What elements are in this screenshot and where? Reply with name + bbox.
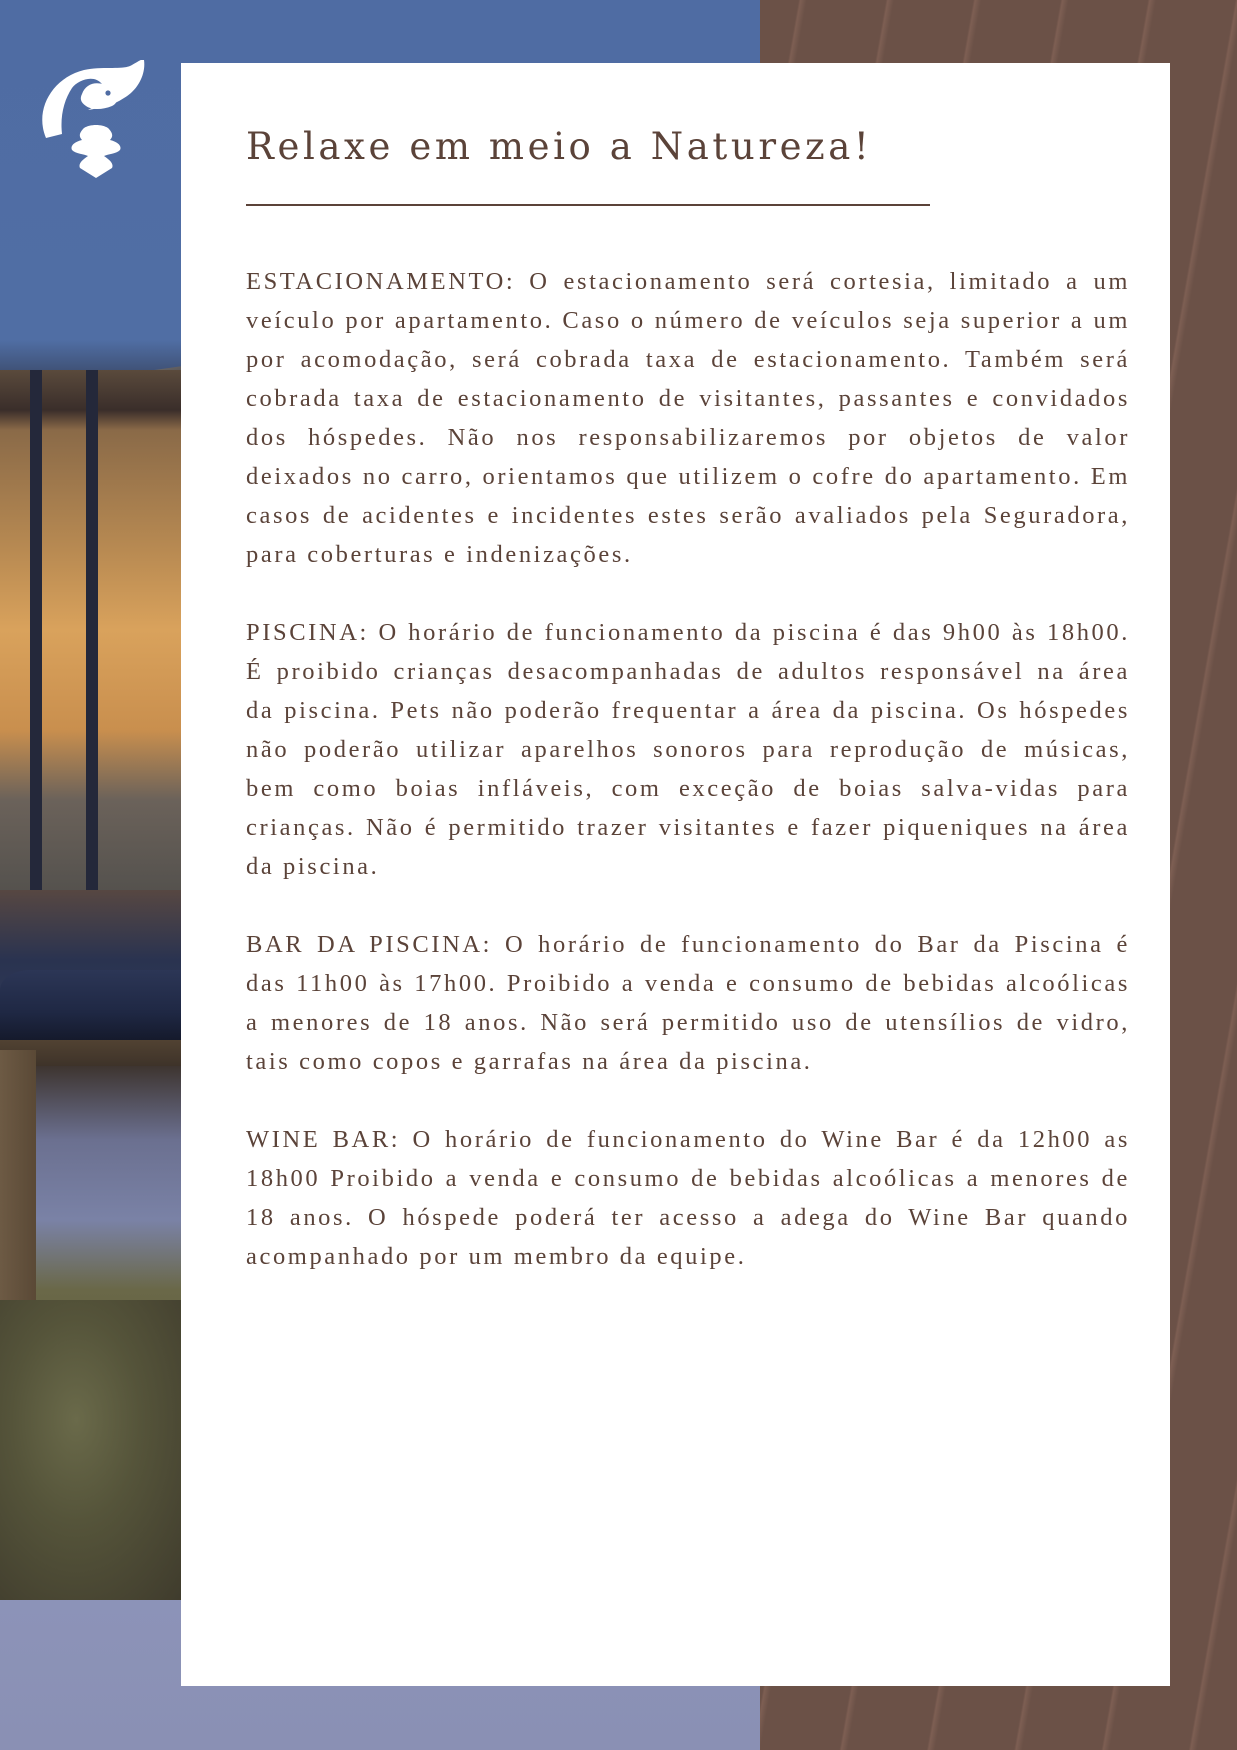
section-wine-bar: WINE BAR: O horário de funcionamento do Wine Bar é da 12h00 as 18h00 Proibido a venda e consumo de bebidas alcoólicas a menores de 18 anos. O hóspede poderá ter acesso a adega do Wine Bar quando acompanhado por um membro da equipe. xyxy=(246,1126,1130,1270)
squirrel-acorn-logo-icon xyxy=(38,60,148,178)
photo-glass-building xyxy=(0,370,190,890)
section-bar-da-piscina: BAR DA PISCINA: O horário de funcionamento do Bar da Piscina é das 11h00 às 17h00. Proibido a venda e consumo de bebidas alcoólicas a menores de 18 anos. Não será permitido uso de utensílios de vidro, tais como copos e garrafas na área da piscina. xyxy=(246,931,1130,1075)
section-estacionamento: ESTACIONAMENTO: O estacionamento será cortesia, limitado a um veículo por apartamento. Caso o número de veículos seja superior a um por acomodação, será cobrada taxa de estacionamento. Também será cobrada taxa de estacionamento de visitantes, passantes e convidados dos hóspedes. Não nos responsabilizaremos por objetos de valor deixados no carro, orientamos que utilizem o cofre do apartamento. Em casos de acidentes e incidentes estes serão avaliados pela Seguradora, para coberturas e indenizações. xyxy=(246,268,1130,568)
page-title: Relaxe em meio a Natureza! xyxy=(246,125,873,168)
section-piscina: PISCINA: O horário de funcionamento da piscina é das 9h00 às 18h00. É proibido crianças desacompanhadas de adultos responsável na área da piscina. Pets não poderão frequentar a área da piscina. Os hóspedes não poderão utilizar aparelhos sonoros para reprodução de músicas, bem como boias infláveis, com exceção de boias salva-vidas para crianças. Não é permitido trazer visitantes e fazer piqueniques na área da piscina. xyxy=(246,619,1130,880)
photo-shrubs xyxy=(0,1300,190,1600)
rules-card xyxy=(181,63,1170,1686)
title-divider xyxy=(246,204,930,206)
rules-body xyxy=(246,262,1130,1276)
photo-car xyxy=(0,970,190,1040)
